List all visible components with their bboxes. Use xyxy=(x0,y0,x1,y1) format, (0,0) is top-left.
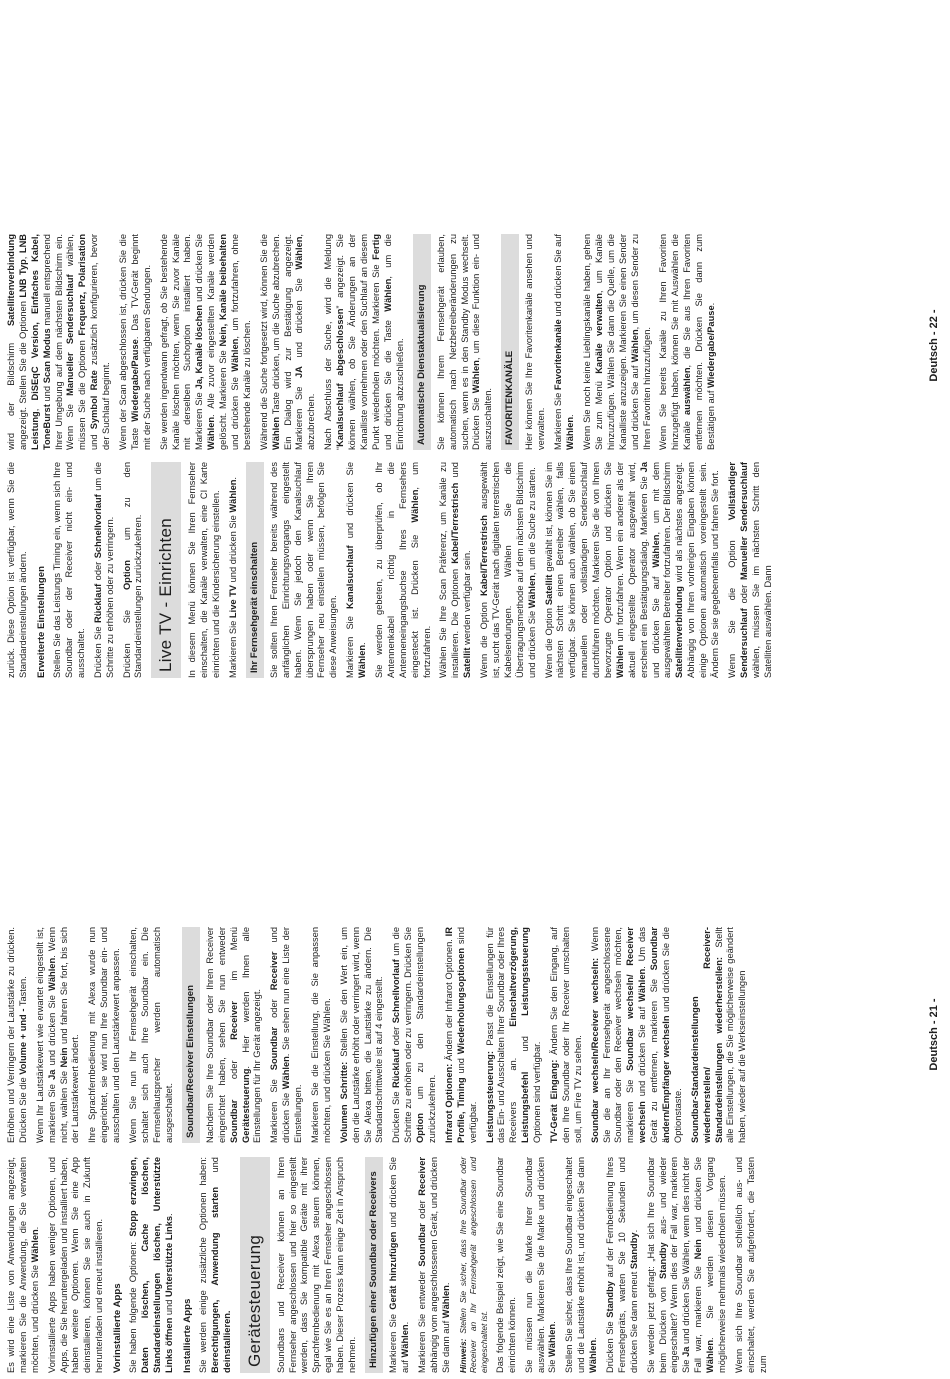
paragraph: Sie werden irgendwann gefragt, ob Sie bestehende Kanäle löschen möchten, wenn Sie zuvor Kanäle mit derselben Suchoption installiert haben. Markieren Sie Ja, Kanäle löschen und drücken Sie Wählen. Alle zuvor eingestellten Kanäle werden gelöscht. Markieren Sie Nein, Kanäle beibehalten und drücken Sie Wählen, um fortzufahren, ohne bestehende Kanäle zu löschen. xyxy=(158,234,252,450)
paragraph: Soundbar wechseln/Receiver wechseln: Wenn Sie die an Ihr Fernsehgerät angeschlossene Soundbar oder den Receiver wechseln möchten, markieren Sie Soundbar wechseln/ Receiver wechseln und drücken Sie auf Wählen. Um das Gerät zu entfernen, markieren Sie Soundbar ändern/Empfänger wechseln und drücken Sie die Optionstaste. xyxy=(589,926,683,1143)
paragraph: Nachdem Sie Ihre Soundbar oder Ihren Receiver eingerichtet haben, sehen Sie nun entweder Soundbar oder Receiver im Menü Gerätesteuerung. Hier werden Ihnen alle Einstellungen für Ihr Gerät angezeigt. xyxy=(204,927,263,1143)
paragraph: Soundbar-Standardeinstellungen wiederherstellen/ Receiver-Standardeinstellungen wiederherstellen: Stellt alle Einstellungen, die Sie möglicherweise geändert haben, wieder auf die Werkseinstellungen xyxy=(689,927,748,1143)
paragraph: Hier können Sie Ihre Favoritenkanäle ansehen und verwalten. xyxy=(524,234,547,450)
paragraph: Wenn Sie nun Ihr Fernsehgerät einschalten, schaltet sich auch Ihre Soundbar ein. Die Fernsehlautsprecher werden automatisch ausgeschaltet. xyxy=(128,927,174,1143)
paragraph: zurück. Diese Option ist verfügbar, wenn Sie die Standardeinstellungen ändern. xyxy=(6,462,28,678)
page21-column-2 xyxy=(6,927,754,1143)
manual-page-21 xyxy=(0,690,950,1379)
paragraph: Markieren Sie entweder Soundbar oder Receiver abhängig vom angeschlossenen Gerät, und drücken Sie dann auf Wählen. xyxy=(416,1156,451,1373)
section-heading: Vorinstallierte Apps xyxy=(112,1283,124,1373)
paragraph: Markieren Sie Favoritenkanäle und drücken Sie auf Wählen. xyxy=(553,233,576,450)
paragraph: Während die Suche fortgesetzt wird, können Sie die Wählen Taste drücken, um die Suche abzubrechen. Ein Dialog wird zur Bestätigung angezeigt. Markieren Sie JA und drücken Sie Wählen, abzubrechen. xyxy=(258,233,317,450)
page-number-footer: Deutsch - 21 - xyxy=(928,998,940,1071)
paragraph: Wählen Sie Ihre Scan Präferenz, um Kanäle zu installieren. Die Optionen Kabel/Terrestrisch und Satellit werden verfügbar sein. xyxy=(438,462,473,678)
paragraph: Markieren Sie Gerät hinzufügen und drücken Sie auf Wählen. xyxy=(388,1157,411,1373)
paragraph: Markieren Sie Live TV und drücken Sie Wählen. xyxy=(227,476,238,678)
paragraph: Wenn Sie noch keine Lieblingskanäle haben, gehen Sie zum Menü Kanäle verwalten, um Kanäle hinzuzufügen. Wählen Sie dann die Quelle, um die Kanalliste anzuzeigen. Markieren Sie einen Sender und drücken Sie auf Wählen, um diesen Sender zu Ihren Favoriten hinzuzufügen. xyxy=(582,234,652,450)
page-number-footer: Deutsch - 22 - xyxy=(928,309,940,382)
page22-column-2 xyxy=(6,234,723,450)
section-heading-bar: FAVORITENKANÄLE xyxy=(501,234,519,450)
paragraph: Volumen Schritte: Stellen Sie den Wert ein, um den die Lautstärke erhöht oder verringert wird, wenn Sie Alexa bitten, die Lautstärke zu ändern. Die Standardschrittweite ist auf 4 eingestellt. xyxy=(338,927,385,1143)
paragraph: Wenn die Option Kabel/Terrestrisch ausgewählt ist, sucht das TV-Gerät nach digitalen terrestrischen Kabelsendungen. Wählen Sie die Übertragungsmethode auf dem nächsten Bildschirm und drücken Sie Wählen, um die Suche zu starten. xyxy=(479,462,537,678)
paragraph: Wenn die Option Satellit gewählt ist, können Sie im nächsten Schritt einen Betreiber wählen, falls verfügbar. Sie können auch wählen, ob Sie einen manuellen oder vollständigen Sendersuchlauf durchführen möchten. Markieren Sie die von Ihnen bevorzugte Operator Option und drücken Sie Wählen um fortzufahren. Wenn ein anderer als der aktuell eingestellte Operator ausgewählt wird, erscheint ein Bestätigungsdialog. Markieren Sie Ja und drücken Sie auf Wählen, um mit dem ausgewählten Betreiber fortzufahren. Der Bildschirm Satellitenverbindung wird als nächstes angezeigt. Abhängig von Ihren vorherigen Eingaben können einige Optionen automatisch voreingestellt sein. Ändern Sie sie gegebenenfalls und fahren Sie fort. xyxy=(543,461,721,678)
paragraph: Wenn der Scan abgeschlossen ist, drücken Sie die Taste Wiedergabe/Pause. Das TV-Gerät beginnt mit der Suche nach verfügbaren Sendungen. xyxy=(118,234,152,450)
paragraph: Wenn Sie bereits Kanäle zu Ihren Favoriten hinzugefügt haben, können Sie mit Auswählen die Kanäle auswählen, die Sie aus Ihren Favoriten entfernen möchten. Drücken Sie dann zum Bestätigen auf Wiedergabe/Pause. xyxy=(658,234,716,450)
paragraph: Sie müssen nun die Marke Ihrer Soundbar auswählen. Markieren Sie die Marke und drücken Sie Wählen. xyxy=(523,1157,558,1373)
paragraph: Ihre Sprachfernbedienung mit Alexa wurde nun eingerichtet, sie wird nun Ihre Soundbar ein- und ausschalten und den Lautstärkewert anpassen. xyxy=(87,927,122,1143)
paragraph: Drücken Sie Rücklauf oder Schnellvorlauf um die Schritte zu erhöhen oder zu verringern. xyxy=(92,462,115,678)
page21-column-1 xyxy=(6,1157,775,1373)
paragraph: Sie sollten Ihren Fernseher bereits während des anfänglichen Einrichtungsvorgangs eingestellt haben. Wenn Sie jedoch den Kanalsuchlauf übersprungen haben oder wenn Sie Ihren Fernseher neu einstellen müssen, befolgen Sie diese Anweisungen. xyxy=(268,462,339,678)
paragraph: Soundbars und Receiver können an Ihren Fernseher angeschlossen und hier so eingestellt werden, dass Sie kompatible Geräte mit ihrer Sprachfernbedienung mit Alexa steuern können, egal wie Sie es an Ihren Fernseher angeschlossen haben. Dieser Prozess kann einige Zeit in Anspruch nehmen. xyxy=(275,1157,357,1373)
paragraph: Sie werden einige zusätzliche Optionen haben: Berechtigungen, Anwendung starten und deinstallieren. xyxy=(198,1157,232,1373)
hint-note: Hinweis: Stellen Sie sicher, dass Ihre Soundbar oder Receiver an Ihr Fernsehgerät angeschlossen und eingeschaltet ist. xyxy=(457,1157,490,1373)
paragraph: TV-Gerät Eingang: Ändern Sie den Eingang, auf den Ihre Soundbar oder Ihr Receiver umschalten soll, um Fire TV zu sehen. xyxy=(549,927,583,1143)
paragraph: Markieren Sie die Einstellung, die Sie anpassen möchten, und drücken Sie Wählen. xyxy=(309,927,332,1143)
section-heading-bar: Automatische Dienstaktualisierung xyxy=(413,234,431,450)
chapter-heading: Live TV - Einrichten xyxy=(151,462,181,678)
manual-page-22 xyxy=(0,1,950,690)
paragraph: Drücken Sie Rücklauf oder Schnellvorlauf um die Schritte zu erhöhen oder zu verringern. Drücken Sie Option um zu den Standardeinstellungen zurückzukehren. xyxy=(391,927,437,1143)
paragraph: Sie werden jetzt gefragt: „Hat sich Ihre Soundbar beim Drücken von Standby aus- und wieder eingeschaltet? Wenn dies der Fall war, markieren Sie Ja und drücken Sie Wählen, wenn dies nicht der Fall war, markieren Sie Nein und drücken Sie Wählen. Sie werden diesen Vorgang möglicherweise mehrmals wiederholen müssen. xyxy=(645,1157,727,1373)
paragraph: Vorinstallierte Apps haben weniger Optionen, und Apps, die Sie heruntergeladen und installiert haben, haben weitere Optionen. Wenn Sie eine App deinstallieren, können Sie sie auch in Zukunft herunterladen und erneut installieren. xyxy=(46,1157,105,1373)
paragraph: Erhöhen und Verringern der Lautstärke zu drücken. Drücken Sie die Volume + und - Tasten. xyxy=(6,927,28,1143)
paragraph: Drücken Sie Option um zu den Standardeinstellungen zurückzukehren. xyxy=(121,462,144,678)
paragraph: In diesem Menü können Sie Ihren Fernseher einschalten, die Kanäle verwalten, eine CI Karte einrichten und die Kindersicherung einstellen. xyxy=(187,462,221,678)
paragraph: Drücken Sie Standby auf der Fernbedienung Ihres Fernsehgeräts, warten Sie 10 Sekunden und drücken Sie dann erneut Standby. xyxy=(604,1157,639,1373)
paragraph: Es wird eine Liste von Anwendungen angezeigt, markieren Sie die Anwendung, die Sie verwalten möchten, und drücken Sie Wählen. xyxy=(6,1157,40,1373)
paragraph: Infrarot Optionen: Ändern der Infrarot Optionen. IR Profile, Timing und Wiederholungsoptionen sind verfügbar. xyxy=(443,927,478,1143)
paragraph: Wenn Sie die Option Vollständiger Sendersuchlauf oder Manueller Sendersuchlauf wählen, müssen Sie im nächsten Schritt den Satelliten auswählen. Dann xyxy=(726,462,773,678)
paragraph: wird der Bildschirm Satellitenverbindung angezeigt. Stellen Sie die Optionen LNB Typ, LNB Leistung, DiSEqC Version, Einfaches Kabel, ToneBurst und Scan Modus manuell entsprechend Ihrer Umgebung auf dem nächsten Bildschirm ein. Wenn Sie Manueller Sendersuchlauf wählen, müssen Sie die Optionen Frequenz, Polarisation und Symbol Rate zusätzlich konfigurieren, bevor der Suchlauf beginnt. xyxy=(6,234,112,450)
section-heading: Erweiterte Einstellungen xyxy=(35,566,47,678)
section-heading-bar: Soundbar/Receiver Einstellungen xyxy=(182,927,200,1143)
paragraph: Das folgende Beispiel zeigt, wie Sie eine Soundbar einrichten können. xyxy=(494,1157,517,1373)
paragraph: Sie können Ihrem Fernsehgerät erlauben, automatisch nach Netzbetreiberänderungen zu suchen, wenn es in den Standby Modus wechselt. Drücken Sie Wählen, um diese Funktion ein- und auszuschalten. xyxy=(435,234,494,450)
page22-column-1 xyxy=(6,462,779,678)
paragraph: Sie werden gebeten, zu überprüfen, ob Ihr Antennenkabel richtig in die Antenneneingangsbuchse Ihres Fernsehers eingesteckt ist. Drücken Sie Wählen, um fortzufahren. xyxy=(373,462,432,678)
paragraph: Wenn sich Ihre Soundbar schließlich aus- und einschaltet, werden Sie aufgefordert, die Tasten zum xyxy=(733,1157,768,1373)
paragraph: Sie haben folgende Optionen: Stopp erzwingen, Daten löschen, Cache löschen, Standardeinstellungen löschen, Unterstützte Links öffnen und Unterstützte Links. xyxy=(128,1156,175,1373)
paragraph: Stellen Sie das Leistungs Timing ein, wenn sich Ihre Soundbar oder der Receiver nicht ein- und ausschaltet. xyxy=(52,462,86,678)
paragraph: Leistungssteuerung: Passt die Einstellungen für das Ein- und Ausschalten Ihrer Soundbar oder Ihres Receivers an. Einschaltverzögerung, Leistungsbefehl und Leistungssteuerung Optionen sind verfügbar. xyxy=(484,927,543,1143)
paragraph: Nach Abschluss der Suche, wird die Meldung “Kanalsuchlauf abgeschlossen” angezeigt. Sie können wählen, ob Sie Änderungen an der Kanalliste vornehmen oder den Suchlauf an diesem Punkt wiederholen möchten. Markieren Sie Fertig und drücken Sie die Taste Wählen, um die Einrichtung abzuschließen. xyxy=(323,234,405,450)
paragraph: Markieren Sie Soundbar oder Receiver und drücken Sie Wählen. Sie sehen nun eine Liste der Einstellungen. xyxy=(269,927,304,1143)
section-heading-bar: Hinzufügen einer Soundbar oder Receivers xyxy=(365,1157,383,1373)
paragraph: Markieren Sie Kanalsuchlauf und drücken Sie Wählen. xyxy=(345,462,368,678)
chapter-heading: Gerätesteuerung xyxy=(240,1157,270,1373)
paragraph: Wenn Ihr Lautstärkewert wie erwartet eingestellt ist, markieren Sie Ja und drücken Sie Wählen. Wenn nicht, wählen Sie Nein und fahren Sie fort, bis sich der Lautstärkewert ändert. xyxy=(34,927,81,1143)
section-heading-bar: Ihr Fernsehgerät einschalten xyxy=(246,462,264,678)
paragraph: Stellen Sie sicher, dass Ihre Soundbar eingeschaltet und die Lautstärke erhöht ist, und drücken Sie dann Wählen. xyxy=(564,1157,599,1373)
section-heading: Installierte Apps xyxy=(181,1298,193,1373)
